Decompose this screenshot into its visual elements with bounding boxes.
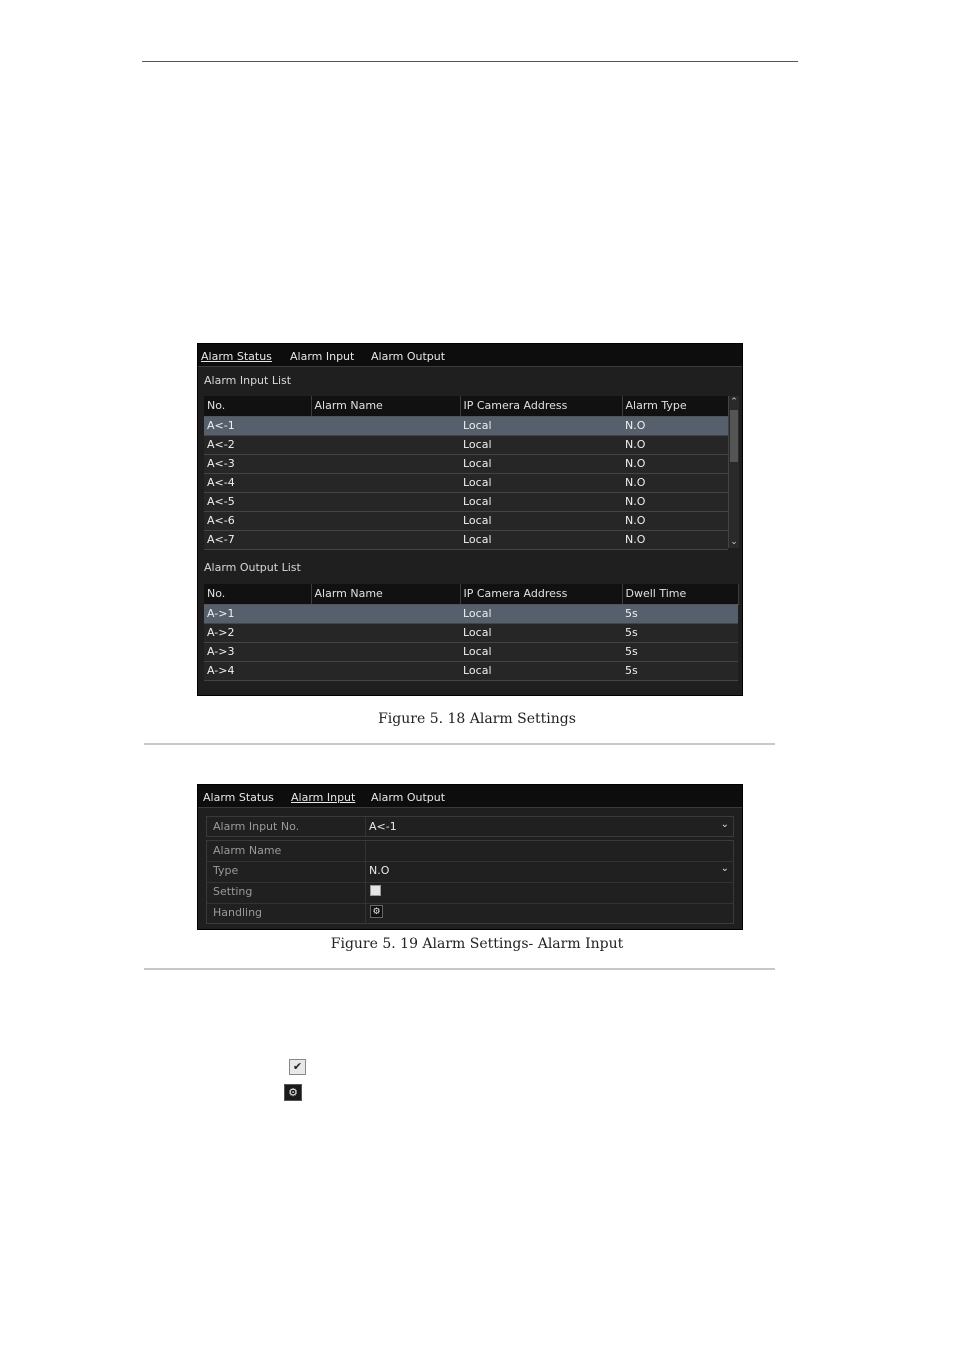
col-no[interactable]: No. — [204, 584, 311, 604]
table-row[interactable] — [204, 661, 738, 680]
alarm-input-form — [206, 840, 734, 924]
cell-no: A<-5 — [204, 492, 311, 511]
cell-ip-camera-address: Local — [460, 454, 622, 473]
cell-alarm-name — [311, 454, 460, 473]
scroll-up-icon[interactable]: ⌃ — [730, 397, 738, 407]
cell-alarm-type: N.O — [622, 530, 728, 549]
cell-alarm-name — [311, 604, 460, 623]
cell-no: A->1 — [204, 604, 311, 623]
setting-label: Setting — [213, 885, 253, 898]
cell-ip-camera-address: Local — [460, 623, 622, 642]
field-divider — [365, 903, 366, 924]
alarm-output-table — [204, 584, 739, 681]
type-row — [207, 861, 733, 883]
cell-ip-camera-address: Local — [460, 604, 622, 623]
col-alarm-name[interactable]: Alarm Name — [311, 584, 460, 604]
tab-bar — [198, 344, 742, 367]
figure-caption-2: Figure 5. 19 Alarm Settings- Alarm Input — [330, 936, 624, 952]
gear-icon[interactable]: ⚙ — [370, 905, 383, 918]
cell-ip-camera-address: Local — [460, 661, 622, 680]
cell-no: A<-2 — [204, 435, 311, 454]
type-label: Type — [213, 864, 239, 877]
cell-alarm-name — [311, 435, 460, 454]
cell-ip-camera-address: Local — [460, 435, 622, 454]
field-divider — [365, 817, 366, 836]
cell-alarm-type: N.O — [622, 492, 728, 511]
tab-alarm-input[interactable]: Alarm Input — [290, 350, 355, 363]
chevron-down-icon[interactable]: ⌄ — [720, 819, 729, 830]
figure-caption-1: Figure 5. 18 Alarm Settings — [378, 711, 576, 727]
tab-alarm-output[interactable]: Alarm Output — [371, 350, 446, 363]
cell-alarm-name — [311, 473, 460, 492]
table-row[interactable] — [204, 435, 728, 454]
table-row[interactable] — [204, 511, 728, 530]
scroll-down-icon[interactable]: ⌄ — [730, 537, 738, 547]
setting-row — [207, 882, 733, 904]
tab-bar — [198, 785, 742, 808]
input-list-scrollbar[interactable] — [728, 396, 739, 548]
table-row[interactable] — [204, 623, 738, 642]
col-alarm-type[interactable]: Alarm Type — [622, 396, 728, 416]
gear-icon: ⚙ — [284, 1084, 302, 1101]
tab-alarm-status[interactable]: Alarm Status — [203, 791, 274, 804]
col-no[interactable]: No. — [204, 396, 311, 416]
cell-alarm-type: N.O — [622, 435, 728, 454]
handling-label: Handling — [213, 906, 263, 919]
col-ip-camera-address[interactable]: IP Camera Address — [460, 396, 622, 416]
cell-ip-camera-address: Local — [460, 642, 622, 661]
alarm-input-no-value[interactable]: A<-1 — [369, 820, 397, 833]
table-row[interactable] — [204, 416, 728, 435]
alarm-name-row — [207, 841, 733, 862]
cell-alarm-type: N.O — [622, 511, 728, 530]
table-row[interactable] — [204, 492, 728, 511]
cell-no: A->4 — [204, 661, 311, 680]
cell-no: A<-3 — [204, 454, 311, 473]
cell-no: A->3 — [204, 642, 311, 661]
type-select[interactable]: N.O — [369, 864, 390, 877]
cell-no: A->2 — [204, 623, 311, 642]
chevron-down-icon[interactable]: ⌄ — [720, 863, 729, 874]
cell-dwell-time: 5s — [622, 661, 738, 680]
table-row[interactable] — [204, 454, 728, 473]
alarm-input-no-label: Alarm Input No. — [213, 820, 300, 833]
tab-alarm-status[interactable]: Alarm Status — [201, 350, 272, 363]
setting-checkbox[interactable] — [370, 885, 381, 896]
cell-ip-camera-address: Local — [460, 530, 622, 549]
tab-alarm-input[interactable]: Alarm Input — [291, 791, 356, 804]
table-row[interactable] — [204, 530, 728, 549]
cell-alarm-name — [311, 416, 460, 435]
col-ip-camera-address[interactable]: IP Camera Address — [460, 584, 622, 604]
alarm-settings-screenshot — [197, 343, 743, 696]
col-dwell-time[interactable]: Dwell Time — [622, 584, 738, 604]
figure-divider-2 — [144, 968, 775, 970]
checkbox-checked-icon: ✔ — [289, 1059, 306, 1075]
table-row[interactable] — [204, 473, 728, 492]
cell-dwell-time: 5s — [622, 604, 738, 623]
cell-alarm-type: N.O — [622, 473, 728, 492]
cell-alarm-name — [311, 492, 460, 511]
cell-ip-camera-address: Local — [460, 416, 622, 435]
cell-no: A<-1 — [204, 416, 311, 435]
cell-no: A<-7 — [204, 530, 311, 549]
cell-alarm-name — [311, 511, 460, 530]
alarm-input-screenshot — [197, 784, 743, 930]
cell-alarm-name — [311, 642, 460, 661]
cell-ip-camera-address: Local — [460, 473, 622, 492]
alarm-output-list-label: Alarm Output List — [204, 561, 301, 574]
cell-alarm-type: N.O — [622, 416, 728, 435]
alarm-input-table — [204, 396, 729, 550]
table-row[interactable] — [204, 642, 738, 661]
cell-ip-camera-address: Local — [460, 511, 622, 530]
header-rule — [142, 61, 798, 62]
handling-row — [207, 903, 733, 924]
col-alarm-name[interactable]: Alarm Name — [311, 396, 460, 416]
cell-alarm-name — [311, 623, 460, 642]
field-divider — [365, 882, 366, 903]
cell-ip-camera-address: Local — [460, 492, 622, 511]
cell-dwell-time: 5s — [622, 623, 738, 642]
cell-no: A<-6 — [204, 511, 311, 530]
table-row[interactable] — [204, 604, 738, 623]
alarm-input-no-field[interactable] — [206, 816, 734, 837]
cell-no: A<-4 — [204, 473, 311, 492]
cell-alarm-name — [311, 661, 460, 680]
figure-divider-1 — [144, 743, 775, 745]
cell-dwell-time: 5s — [622, 642, 738, 661]
alarm-input-list-label: Alarm Input List — [204, 374, 292, 387]
cell-alarm-type: N.O — [622, 454, 728, 473]
alarm-name-input[interactable] — [369, 844, 709, 858]
field-divider — [365, 861, 366, 882]
tab-alarm-output[interactable]: Alarm Output — [371, 791, 446, 804]
cell-alarm-name — [311, 530, 460, 549]
field-divider — [365, 841, 366, 861]
scroll-thumb[interactable] — [730, 410, 738, 462]
alarm-name-label: Alarm Name — [213, 844, 282, 857]
